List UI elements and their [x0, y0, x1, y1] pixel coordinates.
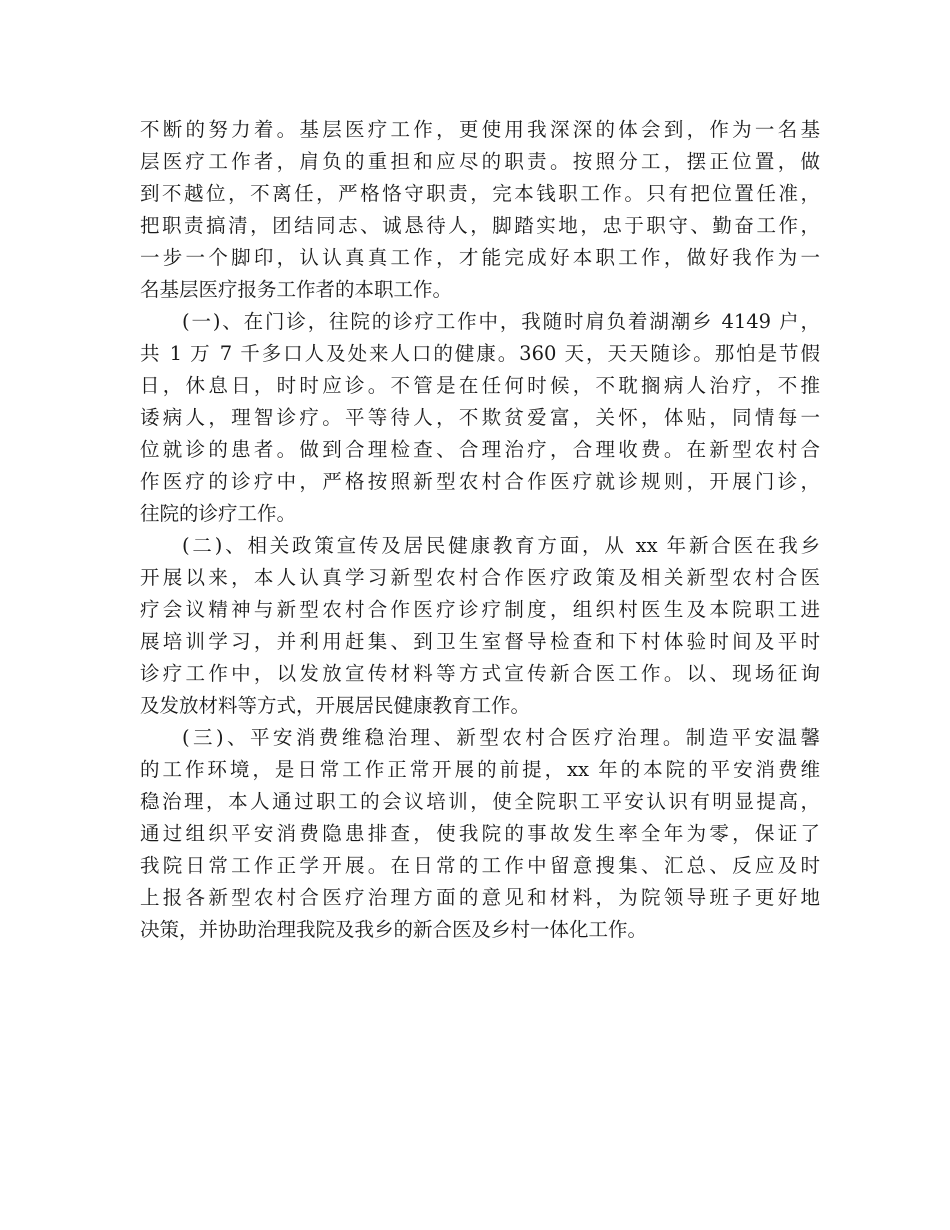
- text-line: (三)、平安消费维稳治理、新型农村合医疗治理。制造平安温馨: [182, 726, 820, 749]
- text-line: 疗会议精神与新型农村合作医疗诊疗制度，组织村医生及本院职工进: [140, 598, 820, 621]
- text-line: 日，休息日，时时应诊。不管是在任何时候，不耽搁病人治疗，不推: [140, 374, 820, 397]
- text-line: 作医疗的诊疗中，严格按照新型农村合作医疗就诊规则，开展门诊，: [140, 470, 820, 493]
- text-line: 开展以来，本人认真学习新型农村合作医疗政策及相关新型农村合医: [140, 566, 820, 589]
- text-line: (二)、相关政策宣传及居民健康教育方面，从 xx 年新合医在我乡: [182, 534, 820, 557]
- text-line: 到不越位，不离任，严格恪守职责，完本钱职工作。只有把位置任准，: [140, 182, 820, 205]
- text-line: 把职责搞清，团结同志、诚恳待人，脚踏实地，忠于职守、勤奋工作，: [140, 214, 820, 237]
- text-line: 往院的诊疗工作。: [140, 502, 297, 525]
- text-line: (一)、在门诊，往院的诊疗工作中，我随时肩负着湖潮乡 4149 户，: [182, 310, 820, 333]
- text-line: 我院日常工作正学开展。在日常的工作中留意搜集、汇总、反应及时: [140, 854, 820, 877]
- text-line: 位就诊的患者。做到合理检查、合理治疗，合理收费。在新型农村合: [140, 438, 820, 461]
- paragraph-safety-management: [140, 722, 820, 946]
- text-line: 诿病人，理智诊疗。平等待人，不欺贫爱富，关怀，体贴，同情每一: [140, 406, 820, 429]
- text-line: 诊疗工作中，以发放宣传材料等方式宣传新合医工作。以、现场征询: [140, 662, 820, 685]
- text-line: 及发放材料等方式，开展居民健康教育工作。: [140, 694, 531, 717]
- text-line: 稳治理，本人通过职工的会议培训，使全院职工平安认识有明显提高，: [140, 790, 820, 813]
- text-line: 通过组织平安消费隐患排查，使我院的事故发生率全年为零，保证了: [140, 822, 820, 845]
- text-line: 一步一个脚印，认认真真工作，才能完成好本职工作，做好我作为一: [140, 246, 820, 269]
- text-line: 决策，并协助治理我院及我乡的新合医及乡村一体化工作。: [140, 918, 648, 941]
- text-line: 的工作环境，是日常工作正常开展的前提，xx 年的本院的平安消费维: [140, 758, 820, 781]
- text-line: 层医疗工作者，肩负的重担和应尽的职责。按照分工，摆正位置，做: [140, 150, 820, 173]
- document-body: [140, 114, 820, 946]
- paragraph-policy-education: [140, 530, 820, 722]
- text-line: 展培训学习，并利用赶集、到卫生室督导检查和下村体验时间及平时: [140, 630, 820, 653]
- text-line: 共 1 万 7 千多口人及处来人口的健康。360 天，天天随诊。那怕是节假: [140, 342, 820, 365]
- text-line: 不断的努力着。基层医疗工作，更使用我深深的体会到，作为一名基: [140, 118, 820, 141]
- paragraph-continuation: [140, 114, 820, 306]
- text-line: 名基层医疗报务工作者的本职工作。: [140, 278, 453, 301]
- text-line: 上报各新型农村合医疗治理方面的意见和材料，为院领导班子更好地: [140, 886, 820, 909]
- paragraph-outpatient: [140, 306, 820, 530]
